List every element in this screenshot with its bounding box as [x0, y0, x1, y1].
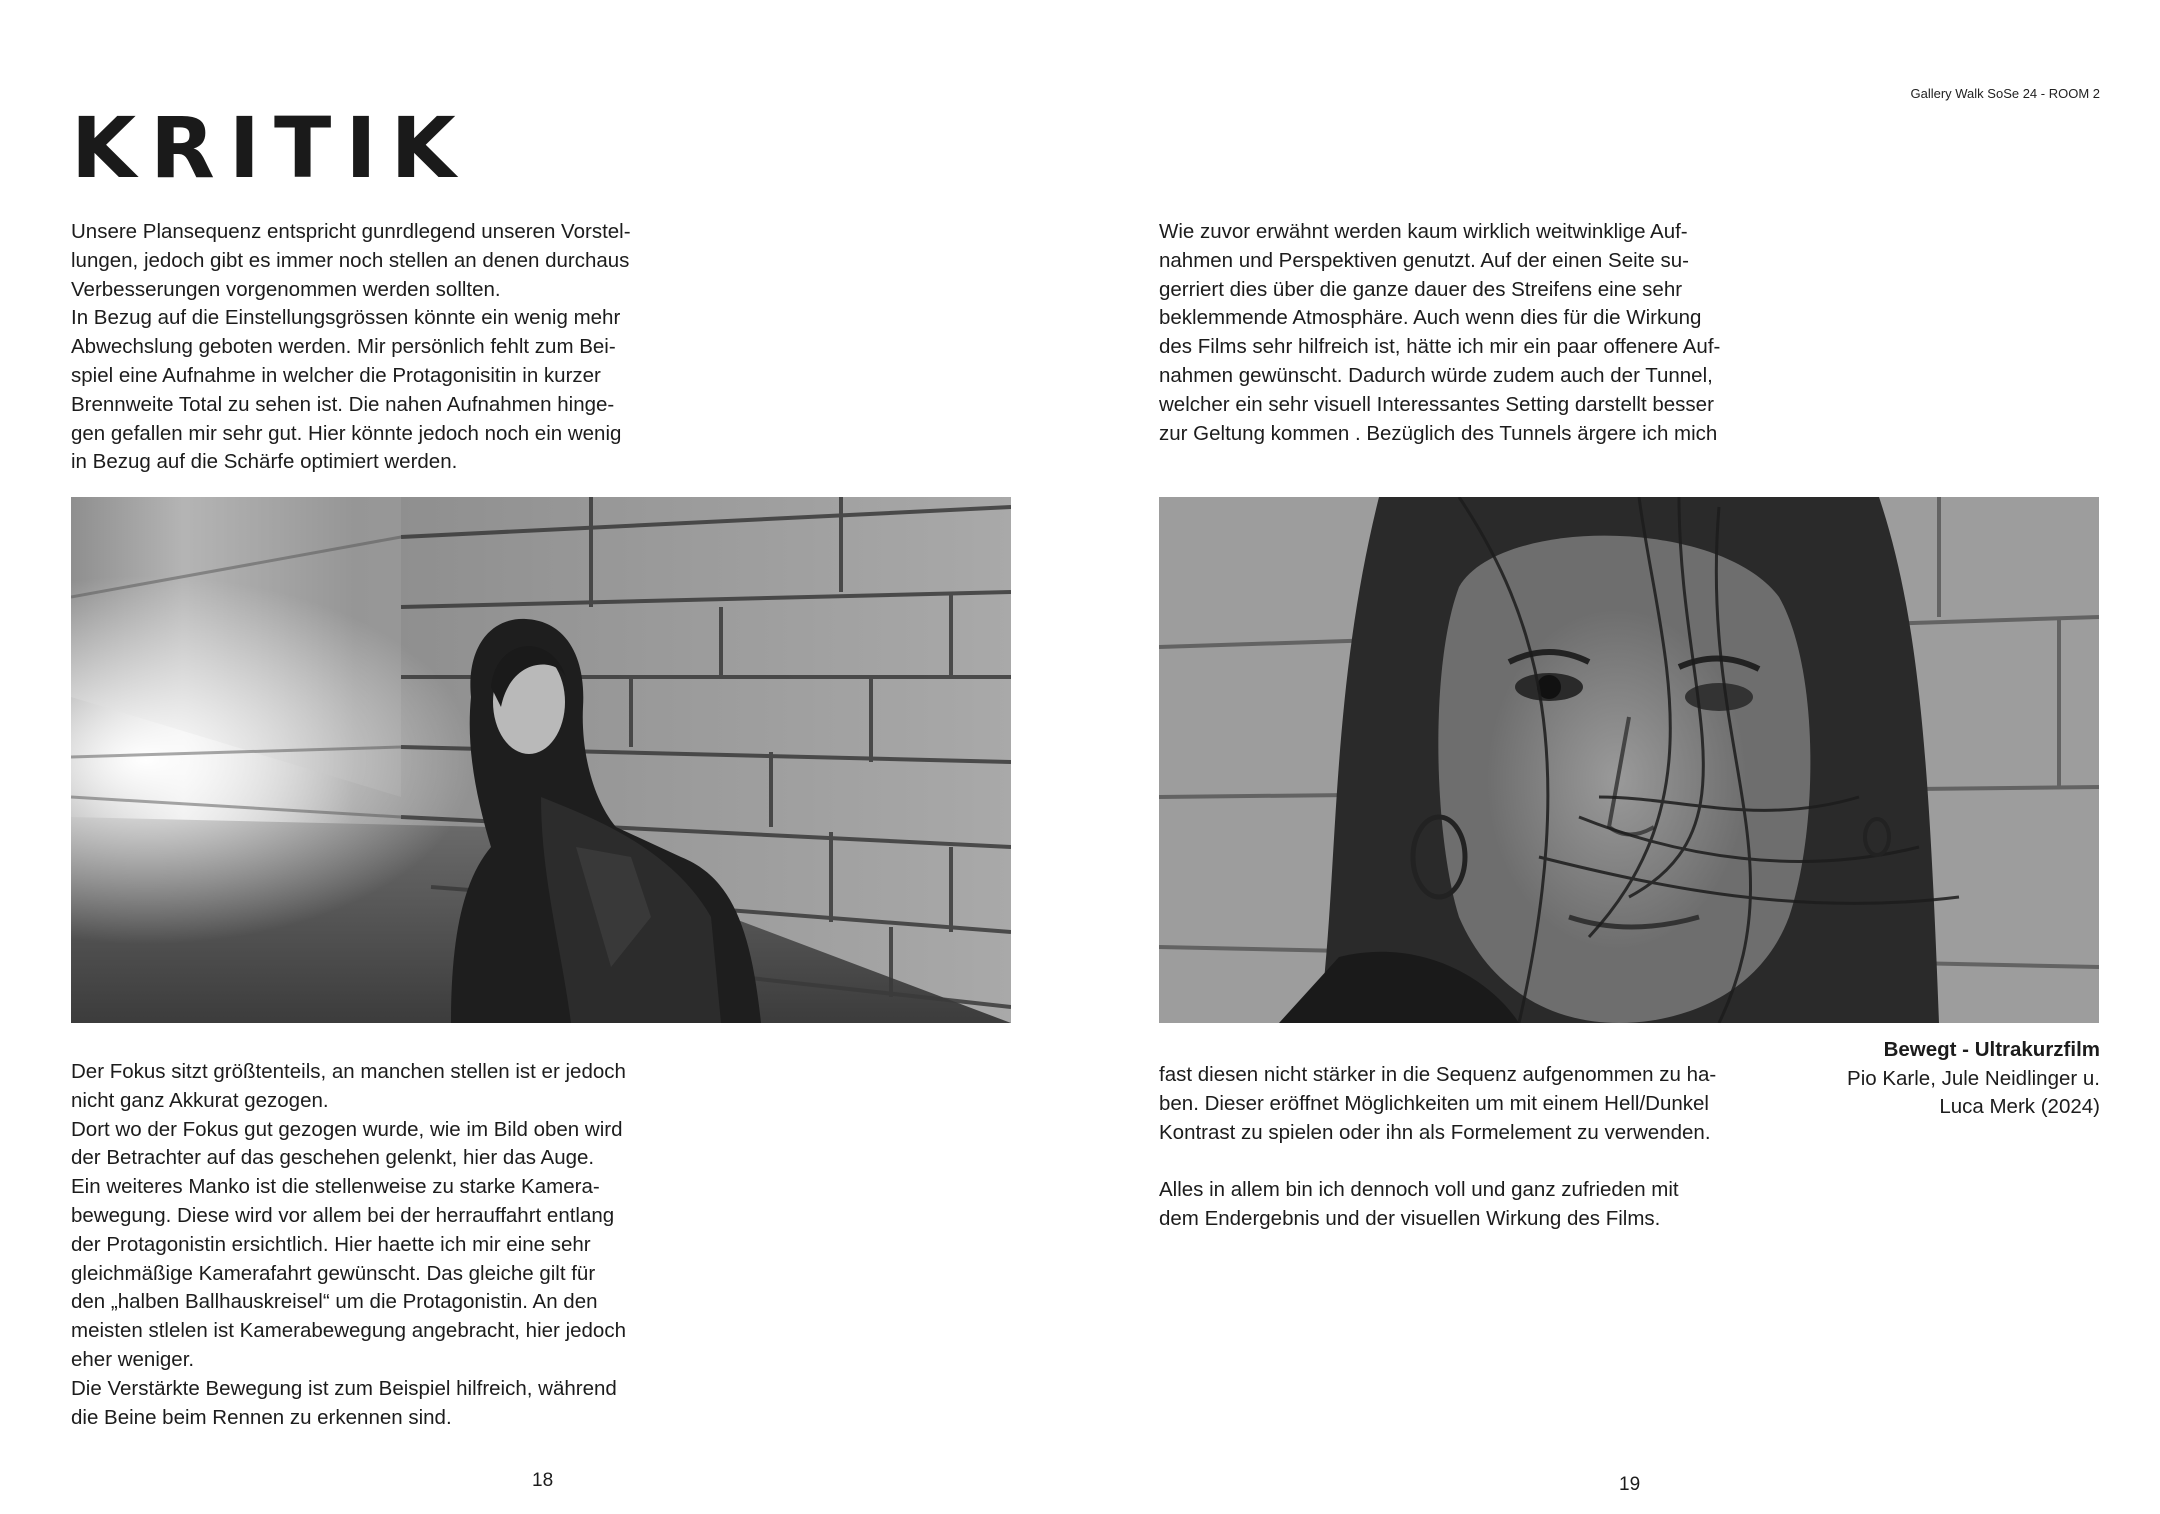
- text-line: fast diesen nicht stärker in die Sequenz aufgenommen zu ha-: [1159, 1063, 1717, 1086]
- text-line: Brennweite Total zu sehen ist. Die nahen Aufnahmen hinge-: [71, 392, 615, 416]
- tunnel-portrait-photo: [71, 497, 1011, 1023]
- text-line: Kontrast zu spielen oder ihn als Formelement zu verwenden.: [1159, 1120, 1711, 1144]
- gallery-walk-label: Gallery Walk SoSe 24 - ROOM 2: [1910, 86, 2100, 101]
- text-line: den „halben Ballhauskreisel“ um die Protagonistin. An den: [71, 1290, 598, 1314]
- text-line: nicht ganz Akkurat gezogen.: [71, 1088, 329, 1112]
- text-line: ben. Dieser eröffnet Möglichkeiten um mit einem Hell/Dunkel: [1159, 1091, 1709, 1115]
- text-line: die Beine beim Rennen zu erkennen sind.: [71, 1405, 452, 1429]
- text-line: der Betrachter auf das geschehen gelenkt, hier das Auge.: [71, 1146, 595, 1170]
- text-line: Alles in allem bin ich dennoch voll und ganz zufrieden mit: [1159, 1178, 1679, 1202]
- text-line: In Bezug auf die Einstellungsgrössen könnte ein wenig mehr: [71, 306, 621, 330]
- page-number-left: 18: [532, 1470, 554, 1491]
- left-intro-text: [71, 218, 631, 477]
- text-line: gleichmäßige Kamerafahrt gewünscht. Das gleiche gilt für: [71, 1261, 596, 1285]
- text-line: nahmen gewünscht. Dadurch würde zudem auch der Tunnel,: [1159, 363, 1713, 387]
- text-line: Wie zuvor erwähnt werden kaum wirklich weitwinklige Auf-: [1159, 220, 1688, 243]
- text-line: Die Verstärkte Bewegung ist zum Beispiel hilfreich, während: [71, 1376, 617, 1400]
- caption-line: Pio Karle, Jule Neidlinger u.: [1847, 1066, 2100, 1090]
- caption-line: Luca Merk (2024): [1939, 1095, 2100, 1118]
- caption-title: Bewegt - Ultrakurzfilm: [1883, 1038, 2100, 1061]
- text-line: lungen, jedoch gibt es immer noch stellen an denen durchaus: [71, 248, 630, 272]
- text-line: spiel eine Aufnahme in welcher die Protagonisitin in kurzer: [71, 363, 601, 387]
- text-line: Unsere Plansequenz entspricht gunrdlegend unseren Vorstel-: [71, 220, 631, 243]
- text-line: eher weniger.: [71, 1347, 195, 1371]
- text-line: beklemmende Atmosphäre. Auch wenn dies für die Wirkung: [1159, 306, 1702, 330]
- left-body-text: [71, 1058, 641, 1432]
- text-line: Ein weiteres Manko ist die stellenweise zu starke Kamera-: [71, 1175, 600, 1199]
- text-line: zur Geltung kommen . Bezüglich des Tunnels ärgere ich mich: [1159, 421, 1718, 445]
- text-line: bewegung. Diese wird vor allem bei der herrauffahrt entlang: [71, 1203, 615, 1227]
- text-line: Verbesserungen vorgenommen werden sollten.: [71, 277, 501, 301]
- text-line: Der Fokus sitzt größtenteils, an manchen stellen ist er jedoch: [71, 1060, 626, 1083]
- right-body-text: [1159, 1061, 1719, 1234]
- text-line: des Films sehr hilfreich ist, hätte ich mir ein paar offenere Auf-: [1159, 335, 1721, 359]
- image-caption: [1847, 1036, 2100, 1122]
- page-number-right: 19: [1619, 1474, 1641, 1495]
- text-line: gerriert dies über die ganze dauer des Streifens eine sehr: [1159, 277, 1683, 301]
- page-title: KRITIK: [71, 99, 470, 197]
- text-line: in Bezug auf die Schärfe optimiert werden.: [71, 450, 458, 474]
- text-line: der Protagonistin ersichtlich. Hier haette ich mir eine sehr: [71, 1232, 591, 1256]
- text-line: Dort wo der Fokus gut gezogen wurde, wie im Bild oben wird: [71, 1117, 623, 1141]
- text-line: dem Endergebnis und der visuellen Wirkung des Films.: [1159, 1206, 1661, 1230]
- text-line: nahmen und Perspektiven genutzt. Auf der einen Seite su-: [1159, 248, 1689, 272]
- text-line: Abwechslung geboten werden. Mir persönlich fehlt zum Bei-: [71, 335, 616, 359]
- text-line: [1159, 1147, 1719, 1176]
- text-line: welcher ein sehr visuell Interessantes Setting darstellt besser: [1159, 392, 1714, 416]
- text-line: meisten stlelen ist Kamerabewegung angebracht, hier jedoch: [71, 1319, 626, 1343]
- closeup-face-photo: [1159, 497, 2099, 1023]
- right-intro-text: [1159, 218, 1719, 448]
- text-line: gen gefallen mir sehr gut. Hier könnte jedoch noch ein wenig: [71, 421, 622, 445]
